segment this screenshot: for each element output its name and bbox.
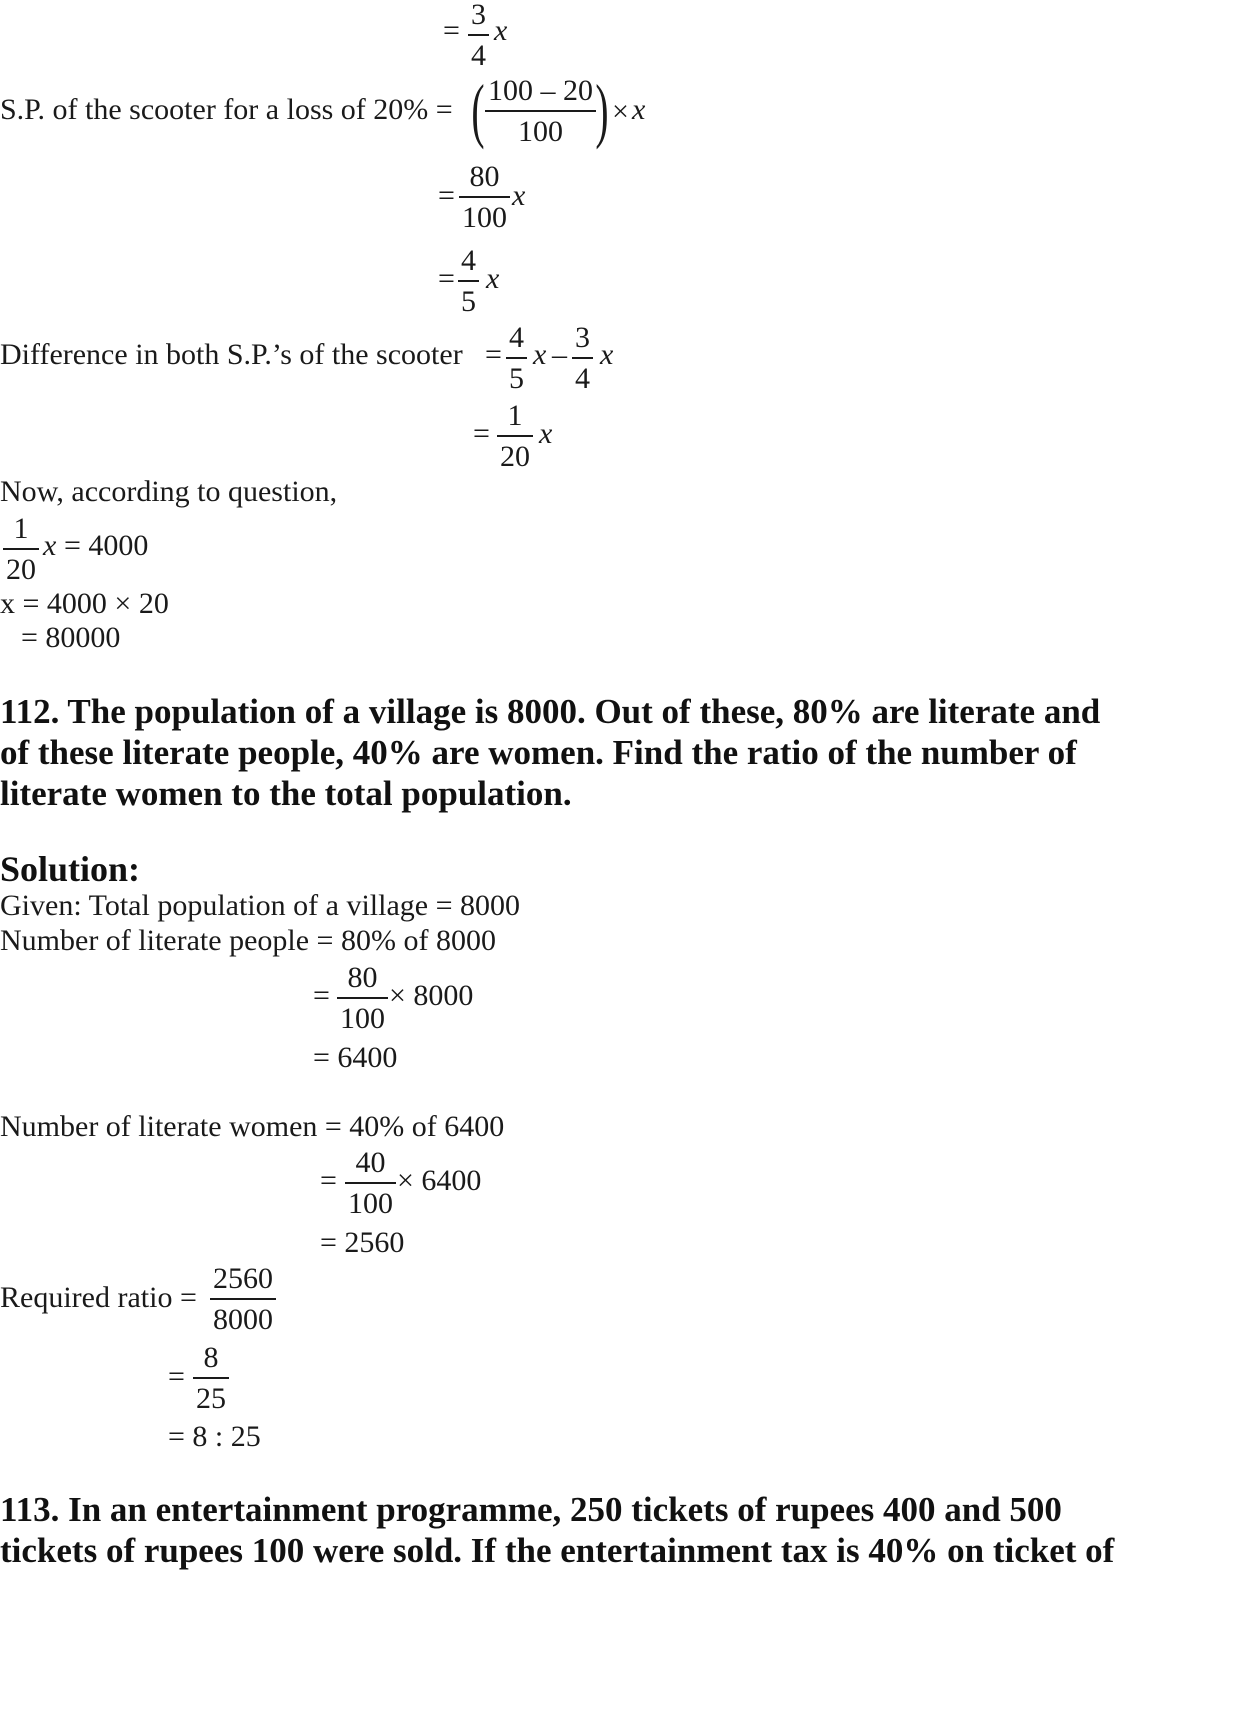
var-x: x [539, 417, 553, 450]
literate-women-line: Number of literate women = 40% of 6400 [0, 1110, 505, 1143]
ratio-result: = 8 : 25 [168, 1420, 261, 1453]
fraction-4-5: $\frac{4}{5}$ [458, 246, 479, 317]
minus-sign: – [552, 338, 567, 371]
var-x: x [486, 262, 500, 295]
prev-eq-1: = [443, 14, 460, 47]
left-paren: ( [471, 70, 485, 150]
question-113-line-2: tickets of rupees 100 were sold. If the entertainment tax is 40% on ticket of [0, 1531, 1115, 1570]
question-112-line-2: of these literate people, 40% are women. Find the ratio of the number of [0, 733, 1077, 772]
according-text: Now, according to question, [0, 475, 338, 508]
x-equals-line: x = 4000 × 20 [0, 587, 169, 620]
var-x: x [43, 529, 57, 562]
times-8000: × 8000 [389, 979, 474, 1012]
women-result: = 2560 [320, 1226, 405, 1259]
fraction-80-100: $\frac{80}{100}$ [459, 162, 510, 233]
prev-eq-5: = [485, 338, 502, 371]
eq-sign: = [313, 979, 330, 1012]
given-line: Given: Total population of a village = 8000 [0, 889, 521, 922]
fraction-3-4: $\frac{3}{4}$ [572, 323, 593, 394]
equation-4000: = 4000 [64, 529, 149, 562]
fraction-3-4: $\frac{3}{4}$ [468, 0, 489, 71]
var-x: x [533, 338, 547, 371]
fraction-2560-8000: $\frac{2560}{8000}$ [210, 1264, 276, 1335]
times-sign: × [612, 95, 629, 128]
required-ratio-label: Required ratio = [0, 1281, 197, 1314]
eq-sign: = [320, 1164, 337, 1197]
prev-eq-4: = [438, 262, 455, 295]
right-paren: ) [595, 70, 609, 150]
question-113-line-1: 113. In an entertainment programme, 250 tickets of rupees 400 and 500 [0, 1490, 1062, 1529]
times-6400: × 6400 [397, 1164, 482, 1197]
literate-people-line: Number of literate people = 80% of 8000 [0, 924, 496, 957]
literate-result: = 6400 [313, 1041, 398, 1074]
x-result: = 80000 [21, 621, 121, 654]
solution-heading: Solution: [0, 849, 141, 889]
difference-label: Difference in both S.P.’s of the scooter [0, 338, 463, 371]
prev-eq-3: = [438, 179, 455, 212]
var-x: x [600, 338, 614, 371]
fraction-1-20: $\frac{1}{20}$ [497, 401, 533, 472]
sp-loss-label: S.P. of the scooter for a loss of 20% = [0, 93, 453, 126]
fraction-80-100: $\frac{80}{100}$ [337, 963, 388, 1034]
fraction-1-20: $\frac{1}{20}$ [3, 514, 39, 585]
prev-eq-6: = [473, 417, 490, 450]
var-x: x [632, 93, 646, 126]
var-x: x [512, 179, 526, 212]
var-x: x [494, 14, 508, 47]
question-112-line-1: 112. The population of a village is 8000. Out of these, 80% are literate and [0, 692, 1101, 731]
fraction-8-25: $\frac{8}{25}$ [193, 1343, 229, 1414]
fraction-4-5: $\frac{4}{5}$ [506, 323, 527, 394]
fraction-100-20-over-100: $\frac{100 - 20}{100}$ [485, 76, 596, 147]
fraction-40-100: $\frac{40}{100}$ [345, 1148, 396, 1219]
question-112-line-3: literate women to the total population. [0, 774, 572, 813]
eq-sign: = [168, 1360, 185, 1393]
